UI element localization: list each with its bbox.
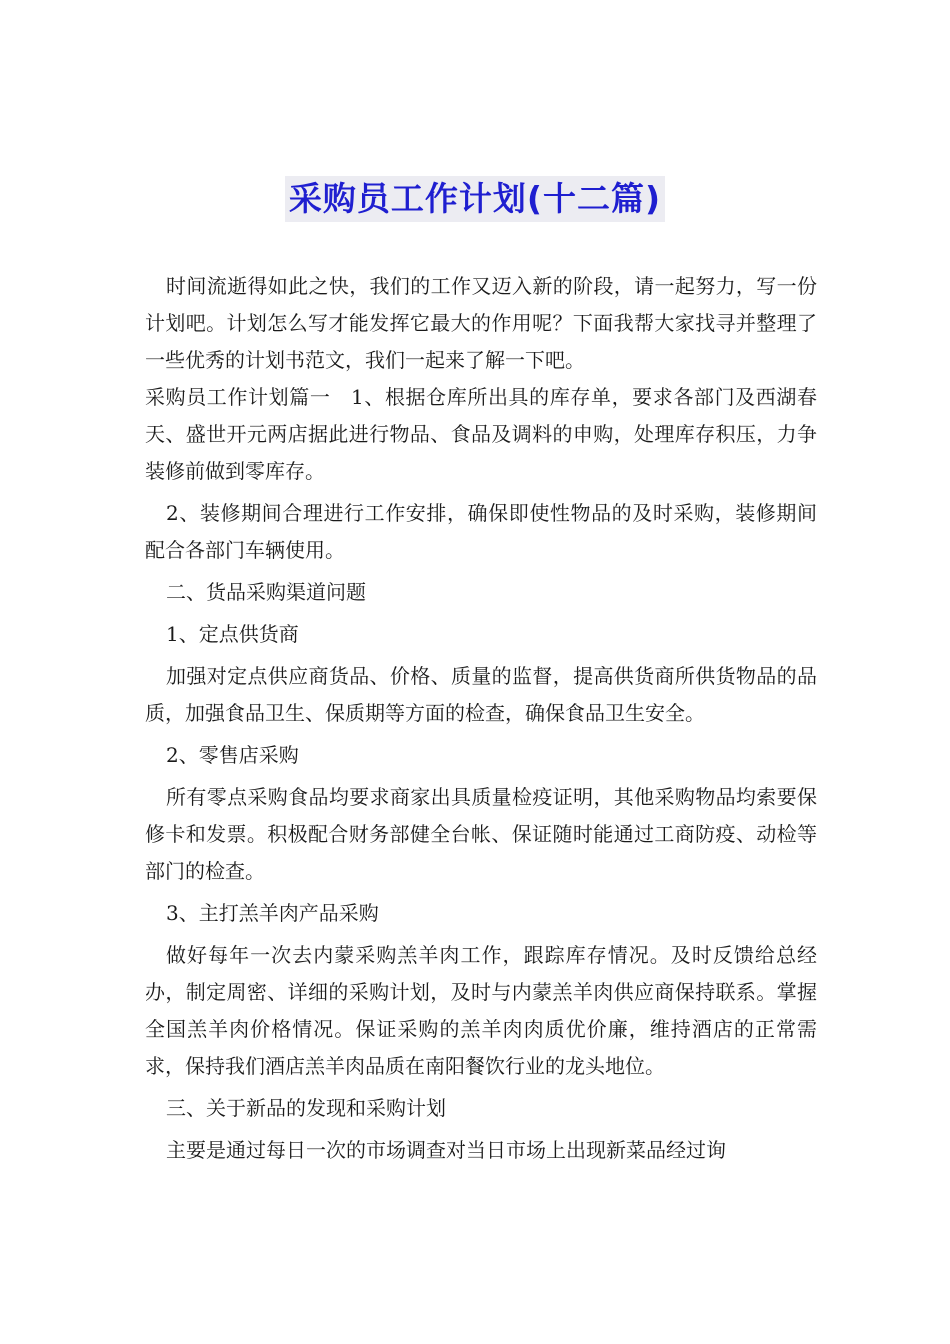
paragraph-supplier: 加强对定点供应商货品、价格、质量的监督，提高供货商所供货物品的品质，加强食品卫生、保质期等方面的检查，确保食品卫生安全。 xyxy=(145,664,817,725)
paragraph-intro: 时间流逝得如此之快，我们的工作又迈入新的阶段，请一起努力，写一份计划吧。计划怎么写才能发挥它最大的作用呢？下面我帮大家找寻并整理了一些优秀的计划书范文，我们一起来了解一下吧。 xyxy=(145,274,817,372)
paragraph-item-2: 2、装修期间合理进行工作安排，确保即使性物品的及时采购，装修期间配合各部门车辆使用。 xyxy=(145,501,817,562)
document-body xyxy=(145,268,817,1169)
paragraph-new-items: 主要是通过每日一次的市场调查对当日市场上出现新菜品经过询 xyxy=(166,1138,726,1162)
paragraph-lamb: 做好每年一次去内蒙采购羔羊肉工作，跟踪库存情况。及时反馈给总经办，制定周密、详细的采购计划，及时与内蒙羔羊肉供应商保持联系。掌握全国羔羊肉价格情况。保证采购的羔羊肉肉质优价廉，维持酒店的正常需求，保持我们酒店羔羊肉品质在南阳餐饮行业的龙头地位。 xyxy=(145,943,817,1078)
subheading-3: 3、主打羔羊肉产品采购 xyxy=(166,901,379,925)
document-title: 采购员工作计划(十二篇) xyxy=(285,176,665,222)
title-container xyxy=(0,176,950,222)
subheading-1: 1、定点供货商 xyxy=(166,622,299,646)
section-heading-3: 三、关于新品的发现和采购计划 xyxy=(166,1096,446,1120)
paragraph-retail: 所有零点采购食品均要求商家出具质量检疫证明，其他采购物品均索要保修卡和发票。积极配合财务部健全台帐、保证随时能通过工商防疫、动检等部门的检查。 xyxy=(145,785,817,883)
section-heading-2: 二、货品采购渠道问题 xyxy=(166,580,366,604)
paragraph-plan-one: 采购员工作计划篇一 1、根据仓库所出具的库存单，要求各部门及西湖春天、盛世开元两店据此进行物品、食品及调料的申购，处理库存积压，力争装修前做到零库存。 xyxy=(145,385,817,483)
subheading-2: 2、零售店采购 xyxy=(166,743,299,767)
